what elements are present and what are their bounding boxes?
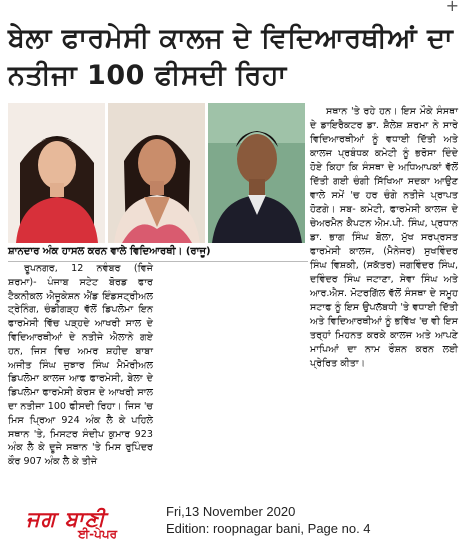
newspaper-logo: ਜਗ ਬਾਣੀ bbox=[26, 506, 106, 531]
article-right-column-continued bbox=[158, 262, 455, 497]
photo-caption: ਸ਼ਾਨਦਾਰ ਅੰਕ ਹਾਸਲ ਕਰਨ ਵਾਲੇ ਵਿਦਿਆਰਥੀ। (ਰਾਜੂ) bbox=[8, 244, 308, 262]
student-photo-1 bbox=[8, 103, 105, 243]
headline: ਬੇਲਾ ਫਾਰਮੇਸੀ ਕਾਲਜ ਦੇ ਵਿਦਿਆਰਥੀਆਂ ਦਾ ਨਤੀਜਾ 100 ਫੀਸਦੀ ਰਿਹਾ bbox=[8, 23, 454, 91]
right-column-text: ਸਥਾਨ 'ਤੇ ਰਹੇ ਹਨ। ਇਸ ਮੌਕੇ ਸੰਸਥਾ ਦੇ ਡਾਇਰੈਕਟਰ ਡਾ. ਸ਼ੈਲੇਸ਼ ਸ਼ਰਮਾ ਨੇ ਸਾਰੇ ਵਿਦਿਆਰਥੀਆਂ ਨੂੰ ਵਧਾਈ ਦਿੱਤੀ ਅਤੇ ਕਾਲਜ ਪ੍ਰਬੰਧਕ ਕਮੇਟੀ ਨੂੰ ਭਰੋਸਾ ਦਿੰਦੇ ਹੋਏ ਕਿਹਾ ਕਿ ਸੰਸਥਾ ਦੇ ਅਧਿਆਪਕਾਂ ਵੱਲੋਂ ਦਿੱਤੀ ਗਈ ਚੰਗੀ ਸਿੱਖਿਆ ਸਦਕਾ ਆਉਣ ਵਾਲੇ ਸਮੇਂ 'ਚ ਹਰ ਚੰਗੇ ਨਤੀਜੇ ਪ੍ਰਾਪਤ ਹੋਣਗੇ। ਸਬ- ਕਮੇਟੀ, ਫਾਰਮੇਸੀ ਕਾਲਜ ਦੇ ਚੇਅਰਮੈਨ ਕੈਪਟਨ ਐਮ.ਪੀ. ਸਿੰਘ, ਪ੍ਰਧਾਨ ਡਾ. ਭਾਗ ਸਿੰਘ ਬੋਲਾ, ਮੁੱਖ ਸਰਪ੍ਰਸਤ ਫਾਰਮੇਸੀ ਕਾਲਜ, (ਮੈਨੇਜਰ) ਸੁਖਵਿੰਦਰ ਸਿੰਘ ਵਿਸ਼ਕੀ, (ਸਕੱਤਰ) ਜਗਵਿੰਦਰ ਸਿੰਘ, ਦਵਿੰਦਰ ਸਿੰਘ ਜਟਾਣਾ, ਸੇਵਾ ਸਿੰਘ ਅਤੇ ਆਰ.ਐਸ. ਮੋਟਰਗਿੱਲ ਵੱਲੋਂ ਸੰਸਥਾ ਦੇ ਸਮੂਹ ਸਟਾਫ ਨੂੰ ਇਸ ਉਪਲੱਬਧੀ 'ਤੇ ਵਧਾਈ ਦਿੱਤੀ ਅਤੇ ਵਿਦਿਆਰਥੀਆਂ ਨੂੰ ਭਵਿੱਖ 'ਚ ਵੀ ਇਸ ਤਰ੍ਹਾਂ ਮਿਹਨਤ ਕਰਕੇ ਕਾਲਜ ਅਤੇ ਆਪਣੇ ਮਾਪਿਆਂ ਦਾ ਨਾਮ ਰੌਸ਼ਨ ਕਰਨ ਲਈ ਪ੍ਰੇਰਿਤ ਕੀਤਾ। bbox=[310, 106, 458, 369]
add-icon[interactable]: + bbox=[445, 0, 459, 15]
edition-date: Fri,13 November 2020 bbox=[166, 504, 296, 519]
article-right-column bbox=[310, 105, 458, 369]
student-photo-3 bbox=[208, 103, 305, 243]
left-column-text: ਰੂਪਨਗਰ, 12 ਨਵੰਬਰ (ਵਿਜੇ ਸ਼ਰਮਾ)- ਪੰਜਾਬ ਸਟੇਟ ਬੋਰਡ ਫਾਰ ਟੈਕਨੀਕਲ ਐਜੂਕੇਸ਼ਨ ਐਂਡ ਇੰਡਸਟ੍ਰੀਅਲ ਟ੍ਰੇਨਿੰਗ, ਚੰਡੀਗੜ੍ਹ ਵੱਲੋਂ ਡਿਪਲੋਮਾ ਇਨ ਫਾਰਮੇਸੀ ਵਿੱਚ ਪੜ੍ਹਦੇ ਆਖਰੀ ਸਾਲ ਦੇ ਵਿਦਿਆਰਥੀਆਂ ਦੇ ਨਤੀਜੇ ਐਲਾਨੇ ਗਏ ਹਨ, ਜਿਸ ਵਿਚ ਅਮਰ ਸ਼ਹੀਦ ਬਾਬਾ ਅਜੀਤ ਸਿੰਘ ਜੁਝਾਰ ਸਿੰਘ ਮੈਮੋਰੀਅਲ ਡਿਪਲੋਮਾ ਕਾਲਜ ਆਫ ਫਾਰਮੇਸੀ, ਬੇਲਾ ਦੇ ਡਿਪਲੋਮਾ ਫਾਰਮੇਸੀ ਕੋਰਸ ਦੇ ਆਖਰੀ ਸਾਲ ਦਾ ਨਤੀਜਾ 100 ਫੀਸਦੀ ਰਿਹਾ। ਜਿਸ 'ਚ ਮਿਸ ਪ੍ਰਿਆ 924 ਅੰਕ ਲੈ ਕੇ ਪਹਿਲੇ ਸਥਾਨ 'ਤੇ, ਮਿਸਟਰ ਸੰਦੀਪ ਕੁਮਾਰ 923 ਅੰਕ ਲੈ ਕੇ ਦੂਜੇ ਸਥਾਨ 'ਤੇ ਮਿਸ ਰੁਪਿੰਦਰ ਕੌਰ 907 ਅੰਕ ਲੈ ਕੇ ਤੀਜੇ bbox=[8, 263, 153, 468]
epaper-label: ਈ-ਪੇਪਰ bbox=[78, 527, 118, 541]
photo-strip bbox=[8, 103, 305, 243]
edition-info: Edition: roopnagar bani, Page no. 4 bbox=[166, 521, 371, 536]
page-footer bbox=[0, 500, 463, 542]
article-left-column bbox=[8, 262, 153, 497]
student-photo-2 bbox=[108, 103, 205, 243]
